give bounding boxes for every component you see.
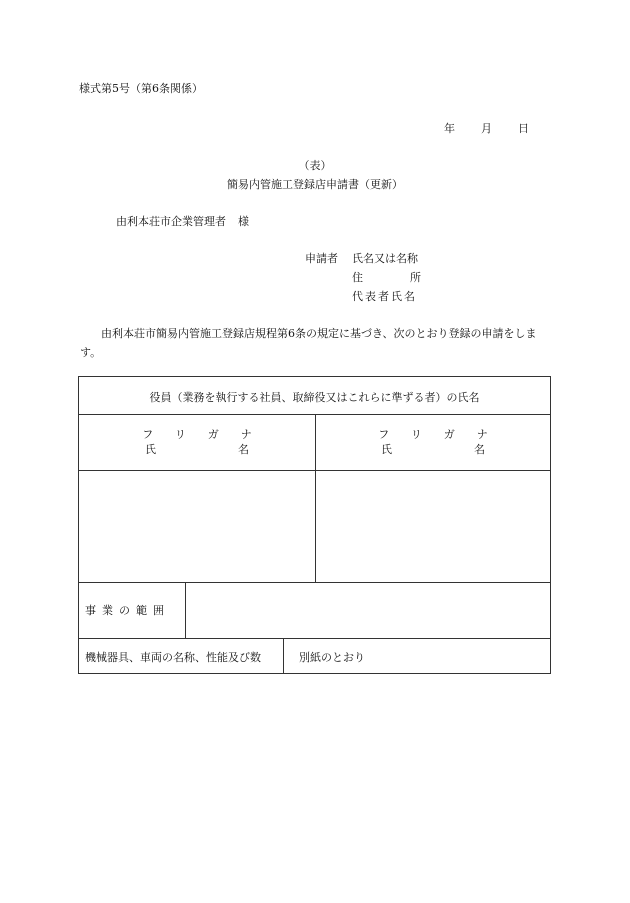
addressee-honorific: 様 bbox=[238, 215, 249, 228]
table-divider bbox=[79, 582, 550, 583]
addressee-name: 由利本荘市企業管理者 bbox=[116, 215, 226, 228]
equipment-value: 別紙のとおり bbox=[299, 651, 365, 664]
application-statement: 由利本荘市簡易内管施工登録店規程第6条の規定に基づき、次のとおり登録の申請をします。 bbox=[80, 327, 537, 359]
business-scope-field[interactable] bbox=[191, 591, 541, 631]
left-name-column-header bbox=[79, 427, 315, 457]
right-name-label: 氏名 bbox=[381, 443, 485, 456]
applicant-name-label: 氏名又は名称 bbox=[352, 252, 418, 265]
page-title: 簡易内管施工登録店申請書（更新） bbox=[227, 178, 403, 191]
applicant-address-char-1: 住 bbox=[352, 271, 363, 284]
applicant-address-char-2: 所 bbox=[410, 271, 421, 284]
applicant-label: 申請者 bbox=[305, 252, 338, 265]
left-name-label: 氏名 bbox=[145, 443, 249, 456]
front-side-label: （表） bbox=[298, 159, 332, 172]
table-column-divider bbox=[283, 638, 284, 674]
right-furigana-label: フリガナ bbox=[378, 428, 510, 441]
equipment-label: 機械器具、車両の名称、性能及び数 bbox=[85, 651, 261, 664]
right-officer-name-field[interactable] bbox=[323, 487, 543, 573]
form-number: 様式第5号（第6条関係） bbox=[79, 82, 203, 95]
date-year-label: 年 bbox=[444, 122, 455, 135]
officer-table-header: 役員（業務を執行する社員、取締役又はこれらに準ずる者）の氏名 bbox=[149, 391, 480, 404]
business-scope-label: 事業の範囲 bbox=[85, 604, 170, 617]
right-name-column-header bbox=[315, 427, 551, 457]
officer-table bbox=[78, 376, 551, 674]
addressee bbox=[116, 213, 249, 229]
date-day-label: 日 bbox=[518, 122, 529, 135]
applicant-representative-label: 代表者氏名 bbox=[352, 290, 417, 303]
table-divider bbox=[79, 638, 550, 639]
table-column-divider bbox=[185, 582, 186, 638]
left-furigana-label: フリガナ bbox=[142, 428, 274, 441]
left-officer-name-field[interactable] bbox=[87, 487, 307, 573]
date-month-label: 月 bbox=[481, 122, 492, 135]
